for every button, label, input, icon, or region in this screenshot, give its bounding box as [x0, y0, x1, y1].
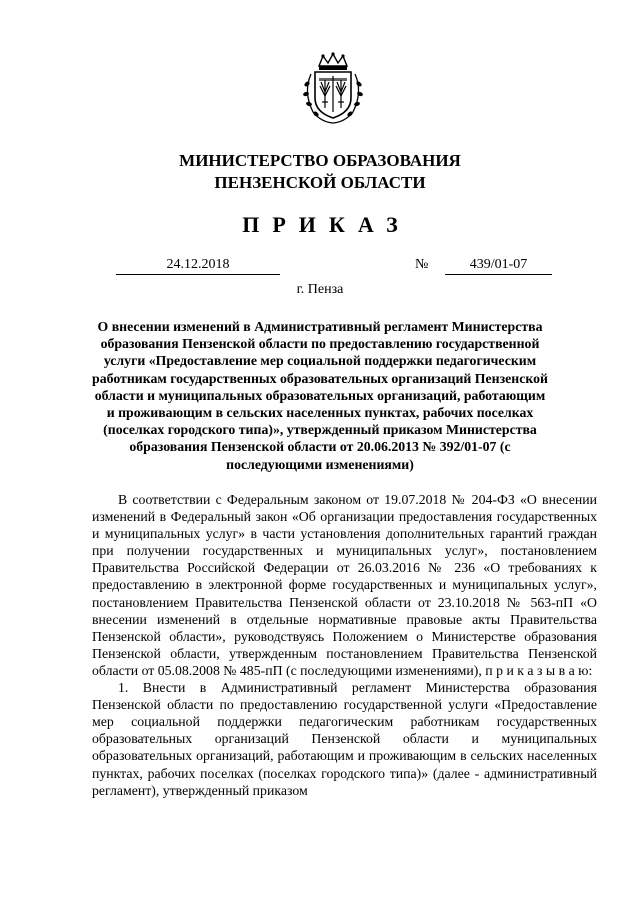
penza-region-coat-of-arms-icon [297, 52, 369, 124]
document-date: 24.12.2018 [116, 256, 280, 275]
document-city: г. Пенза [296, 282, 344, 297]
body-paragraph-2: 1. Внести в Административный регламент Министерства образования Пензенской области по предоставлению государственной услуги «Предоставление мер социальной поддержки педагогическим работникам государственных образовательных организаций Пензенской области и муниципальных образовательных организаций, работающим и проживающим в сельских населенных пунктах, рабочих поселках (поселках городского типа)» (далее - административный регламент), утвержденный приказом [92, 680, 597, 798]
document-number: 439/01-07 [445, 256, 552, 275]
ministry-name-line1: МИНИСТЕРСТВО ОБРАЗОВАНИЯ [179, 151, 461, 170]
number-sign: № [415, 257, 429, 272]
ministry-name [0, 150, 640, 194]
body-paragraph-1: В соответствии с Федеральным законом от 19.07.2018 № 204-ФЗ «О внесении изменений в Федеральный закон «Об организации предоставления государственных и муниципальных услуг» в части установления дополнительных гарантий граждан при получении государственных и муниципальных услуг», постановлением Правительства Российской Федерации от 26.03.2016 № 236 «О требованиях к предоставлению в электронной форме государственных и муниципальных услуг», постановлением Правительства Пензенской области от 23.10.2018 № 563-пП «О внесении изменений в отдельные нормативные правовые акты Правительства Пензенской области», руководствуясь Положением о Министерстве образования Пензенской области, утвержденным постановлением Правительства Пензенской области от 05.08.2008 № 485-пП (с последующими изменениями), п р и к а з ы в а ю: [92, 492, 597, 678]
document-subject: О внесении изменений в Административный регламент Министерства образования Пензенской области по предоставлению государственной услуги «Предоставление мер социальной поддержки педагогическим работникам государственных образовательных организаций Пензенской области и муниципальных образовательных организаций, работающим и проживающим в сельских населенных пунктах, рабочих поселках (поселках городского типа)», утвержденный приказом Министерства образования Пензенской области от 20.06.2013 № 392/01-07 (с последующими изменениями) [92, 319, 548, 472]
document-body [92, 491, 597, 799]
document-type-title: ПРИКАЗ [242, 212, 411, 237]
ministry-name-line2: ПЕНЗЕНСКОЙ ОБЛАСТИ [214, 173, 426, 192]
